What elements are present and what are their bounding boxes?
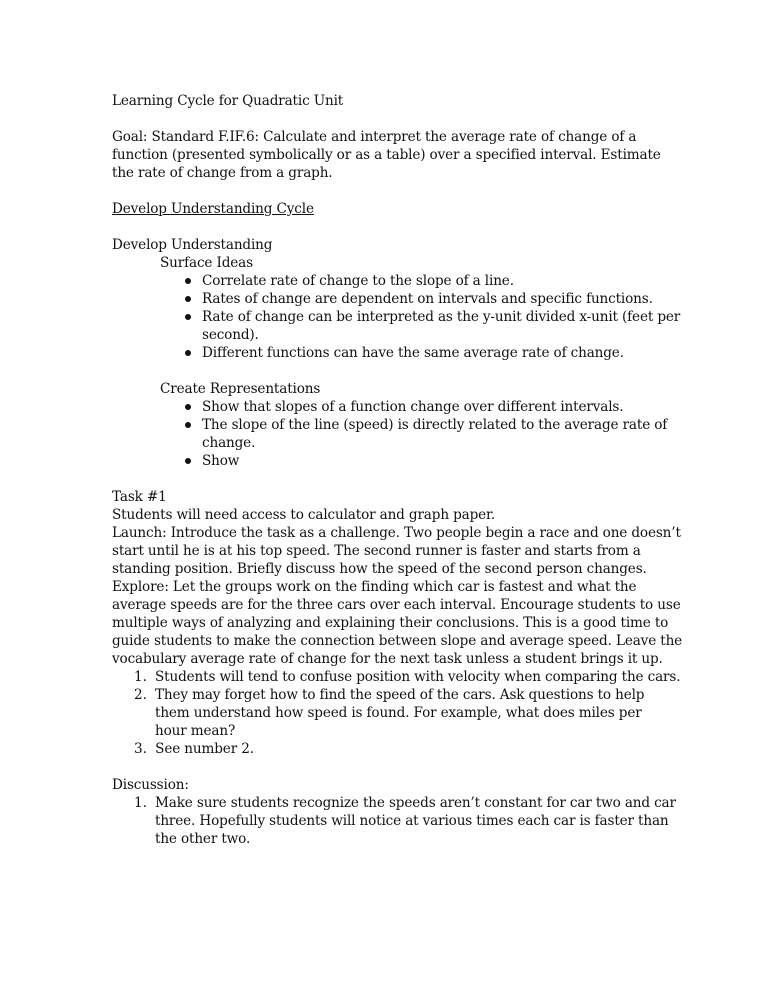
bullet-icon: [185, 296, 191, 302]
task-line-7: multiple ways of analyzing and explaining their conclusions. This is a good time to: [112, 615, 669, 631]
task-line-9: vocabulary average rate of change for the next task unless a student brings it up.: [112, 651, 663, 667]
goal-line-1: Goal: Standard F.IF.6: Calculate and interpret the average rate of change of a: [112, 129, 637, 145]
surface-item-4: Different functions can have the same average rate of change.: [202, 345, 624, 361]
task-item-2-cont-2: hour mean?: [155, 723, 236, 739]
create-item-2: The slope of the line (speed) is directly related to the average rate of: [202, 417, 668, 433]
task-item-1: Students will tend to confuse position with velocity when comparing the cars.: [155, 669, 681, 685]
task-line-2: Launch: Introduce the task as a challenge. Two people begin a race and one doesn’t: [112, 525, 681, 541]
discussion-item-1-cont-1: three. Hopefully students will notice at various times each car is faster than: [155, 813, 669, 829]
bullet-icon: [185, 404, 191, 410]
task-item-number: 1.: [134, 669, 147, 685]
create-representations-heading: Create Representations: [160, 381, 321, 397]
bullet-icon: [185, 278, 191, 284]
doc-title: Learning Cycle for Quadratic Unit: [112, 93, 344, 109]
task-line-8: guide students to make the connection between slope and average speed. Leave the: [112, 633, 683, 649]
goal-line-3: the rate of change from a graph.: [112, 165, 333, 181]
surface-item-3: Rate of change can be interpreted as the y-unit divided x-unit (feet per: [202, 309, 681, 325]
task-item-2: They may forget how to find the speed of the cars. Ask questions to help: [155, 687, 645, 703]
surface-ideas-heading: Surface Ideas: [160, 255, 253, 271]
task-heading: Task #1: [112, 489, 167, 505]
task-line-4: standing position. Briefly discuss how the speed of the second person changes.: [112, 561, 647, 577]
surface-item-2: Rates of change are dependent on intervals and specific functions.: [202, 291, 653, 307]
bullet-icon: [185, 422, 191, 428]
discussion-item-1: Make sure students recognize the speeds aren’t constant for car two and car: [155, 795, 676, 811]
task-line-1: Students will need access to calculator and graph paper.: [112, 507, 496, 523]
goal-line-2: function (presented symbolically or as a table) over a specified interval. Estimate: [112, 147, 661, 163]
create-item-3: Show: [202, 453, 240, 469]
surface-item-1: Correlate rate of change to the slope of a line.: [202, 273, 514, 289]
discussion-heading: Discussion:: [112, 777, 189, 793]
discussion-item-number: 1.: [134, 795, 147, 811]
task-line-5: Explore: Let the groups work on the finding which car is fastest and what the: [112, 579, 637, 595]
task-item-3: See number 2.: [151, 741, 254, 757]
bullet-icon: [185, 458, 191, 464]
task-item-2-cont-1: them understand how speed is found. For example, what does miles per: [155, 705, 642, 721]
create-item-2-cont: change.: [202, 435, 256, 451]
bullet-icon: [185, 350, 191, 356]
bullet-icon: [185, 314, 191, 320]
cycle-heading: Develop Understanding Cycle: [112, 201, 314, 217]
task-line-3: start until he is at his top speed. The second runner is faster and starts from a: [112, 543, 641, 559]
task-item-number: 3.: [134, 741, 147, 757]
surface-item-3-cont: second).: [202, 327, 259, 343]
create-item-1: Show that slopes of a function change over different intervals.: [202, 399, 624, 415]
develop-heading: Develop Understanding: [112, 237, 273, 253]
discussion-item-1-cont-2: the other two.: [155, 831, 251, 847]
task-item-number: 2.: [134, 687, 147, 703]
task-line-6: average speeds are for the three cars over each interval. Encourage students to use: [112, 597, 681, 613]
